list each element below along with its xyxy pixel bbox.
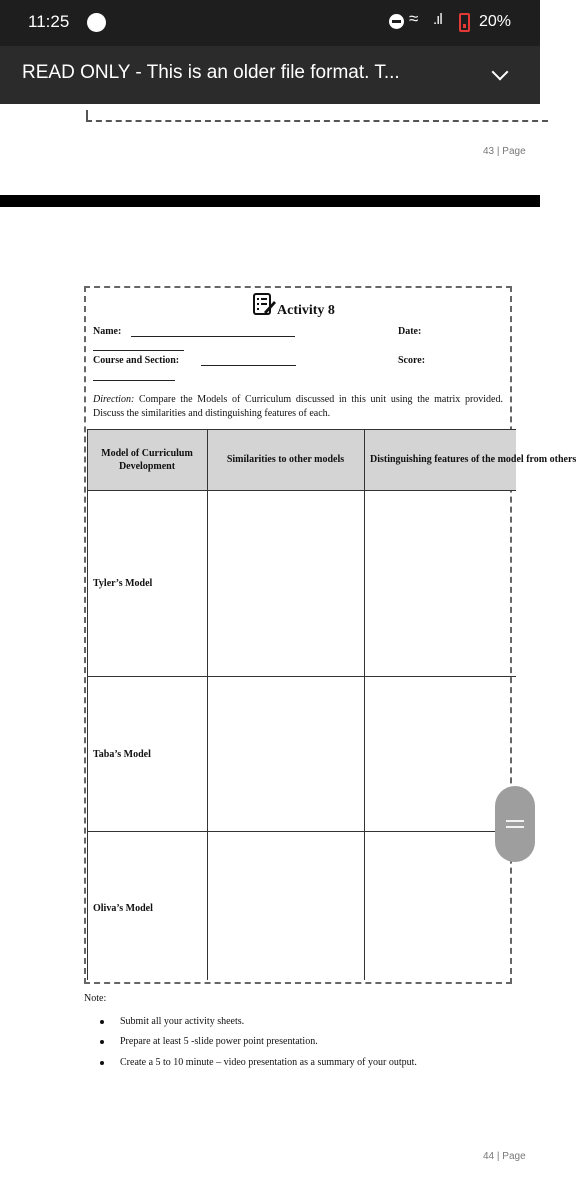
checklist-icon [252, 292, 278, 318]
battery-icon [459, 13, 470, 32]
signal-icon: .ıl [433, 11, 442, 28]
battery-percent: 20% [479, 13, 512, 30]
header-distinguishing [364, 429, 576, 490]
status-time: 11:25 [28, 12, 70, 31]
do-not-disturb-icon [389, 14, 404, 29]
course-underline-2 [93, 380, 175, 381]
date-label: Date: [398, 326, 422, 337]
data-saver-icon [87, 13, 106, 32]
header-model: Model of Curriculum Development [87, 429, 207, 490]
name-underline-2 [93, 350, 184, 351]
header-distinguishing-text: Distinguishing features of the model from others [370, 454, 576, 465]
name-label: Name: [93, 326, 122, 337]
status-bar [0, 0, 540, 46]
chevron-down-icon[interactable] [492, 64, 509, 81]
row-tyler-model: Tyler’s Model [93, 578, 153, 589]
score-label: Score: [398, 355, 426, 366]
direction-text [93, 393, 503, 421]
activity-title: Activity 8 [277, 303, 335, 318]
name-underline [131, 336, 295, 337]
course-underline [201, 365, 296, 366]
curriculum-matrix [87, 429, 576, 980]
previous-page-border [86, 110, 548, 122]
page-separator [0, 195, 540, 207]
header-similarities: Similarities to other models [207, 429, 364, 490]
row-oliva-model: Oliva’s Model [93, 903, 153, 914]
previous-page-number: 43 | Page [483, 146, 526, 157]
read-only-banner[interactable] [0, 46, 540, 104]
row-taba-model: Taba’s Model [93, 749, 151, 760]
wifi-icon: ≈ [409, 9, 419, 28]
read-only-message: READ ONLY - This is an older file format. T... [22, 62, 400, 83]
direction-label: Direction: [93, 394, 135, 405]
note-label: Note: [84, 993, 107, 1004]
current-page-number: 44 | Page [483, 1151, 526, 1162]
direction-body: Compare the Models of Curriculum discussed in this unit using the matrix provided. Discuss the similarities and distinguishing features of each. [93, 394, 503, 419]
course-section-label: Course and Section: [93, 355, 180, 366]
fast-scroll-handle[interactable] [495, 786, 535, 862]
